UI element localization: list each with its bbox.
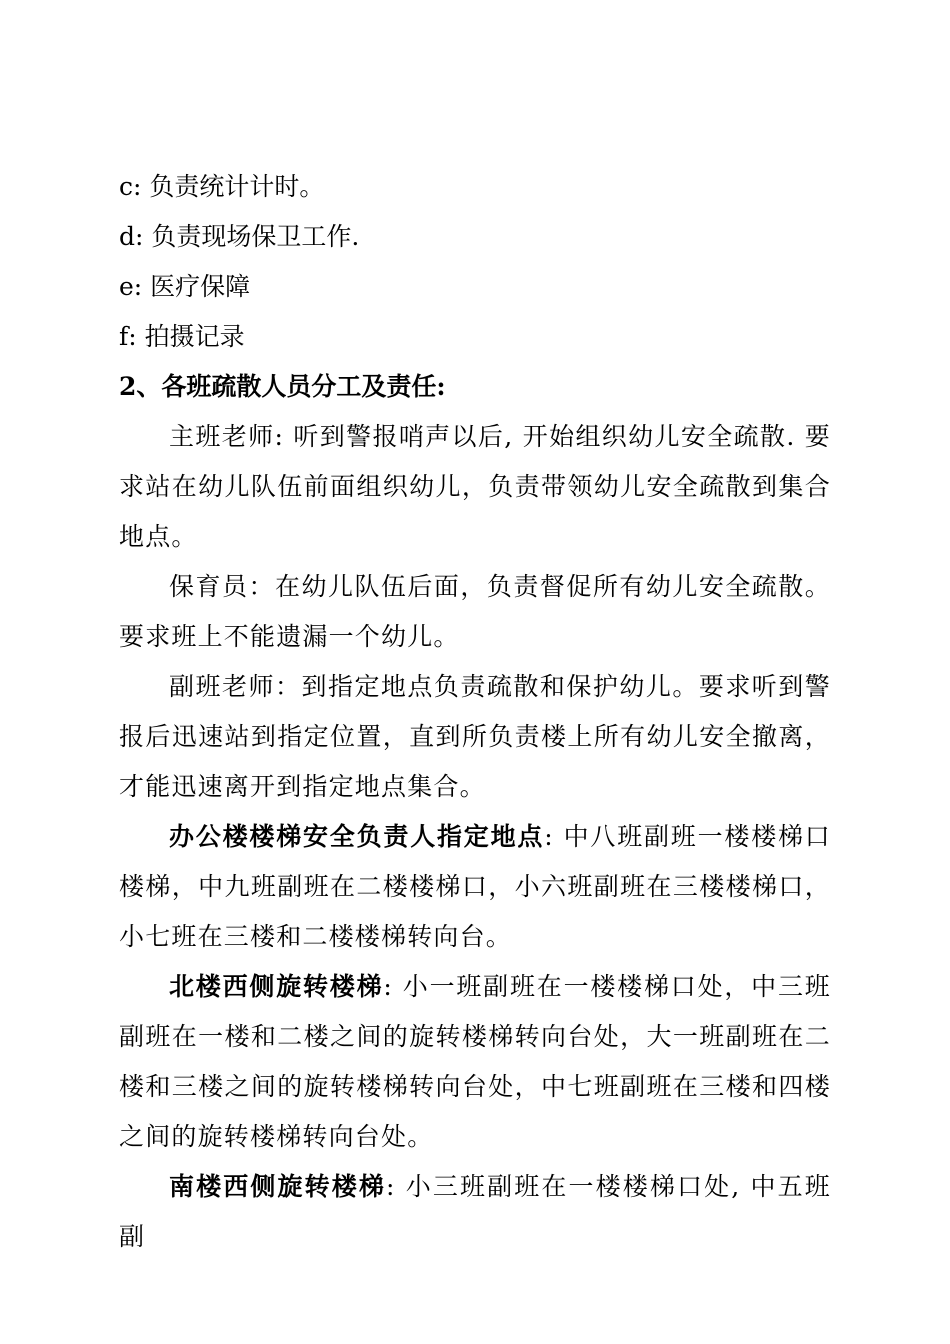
paragraph-lead: 南楼西侧旋转楼梯 <box>169 1172 387 1201</box>
paragraph-north-stairs <box>119 962 831 1162</box>
paragraph-text: 保育员：在幼儿队伍后面，负责督促所有幼儿安全疏散。要求班上不能遗漏一个幼儿。 <box>119 572 831 651</box>
paragraph-text: : 小三班副班在一楼楼梯口处, 中五班副 <box>119 1172 831 1251</box>
paragraph-caregiver <box>119 562 831 662</box>
paragraph-lead: 办公楼楼梯安全负责人指定地点 <box>169 822 545 851</box>
paragraph-head-teacher <box>119 412 831 562</box>
section-heading: 2、各班疏散人员分工及责任: <box>119 372 446 401</box>
list-item-f: f: 拍摄记录 <box>119 322 245 351</box>
paragraph-office-stairs <box>119 812 831 962</box>
list-item-e: e: 医疗保障 <box>119 272 251 301</box>
list-item-c: c: 负责统计计时。 <box>119 172 325 201</box>
paragraph-lead: 北楼西侧旋转楼梯 <box>169 972 384 1001</box>
paragraph-south-stairs <box>119 1162 831 1262</box>
paragraph-text: : 中八班副班一楼楼梯口楼梯，中九班副班在二楼楼梯口，小六班副班在三楼楼梯口，小七班在三楼和二楼楼梯转向台。 <box>119 822 831 951</box>
paragraph-text: 副班老师：到指定地点负责疏散和保护幼儿。要求听到警报后迅速站到指定位置，直到所负责楼上所有幼儿安全撤离，才能迅速离开到指定地点集合。 <box>119 672 831 801</box>
paragraph-text: 主班老师: 听到警报哨声以后, 开始组织幼儿安全疏散. 要求站在幼儿队伍前面组织幼儿，负责带领幼儿安全疏散到集合地点。 <box>119 422 831 551</box>
document-body <box>119 162 831 1262</box>
paragraph-text: : 小一班副班在一楼楼梯口处，中三班副班在一楼和二楼之间的旋转楼梯转向台处，大一班副班在二楼和三楼之间的旋转楼梯转向台处，中七班副班在三楼和四楼之间的旋转楼梯转向台处。 <box>119 972 831 1151</box>
list-item-d: d: 负责现场保卫工作. <box>119 222 360 251</box>
paragraph-assistant-teacher <box>119 662 831 812</box>
